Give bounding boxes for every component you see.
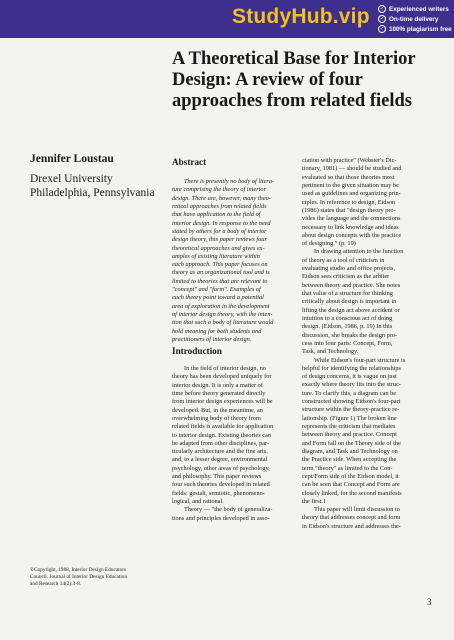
- feature-list: [378, 4, 452, 34]
- text-line: time before theory generated directly: [172, 389, 266, 397]
- text-line: four such theories developed in related: [172, 481, 270, 489]
- text-line: This paper will limit discussion to: [314, 506, 400, 514]
- watermark-banner: [0, 0, 454, 38]
- text-line: can be seen that Concept and Form are: [302, 481, 400, 489]
- text-line: In drawing attention to the function: [314, 248, 404, 256]
- feature-item: [378, 14, 452, 24]
- text-line: design. (Eidson, 1986, p. 19) In this: [302, 323, 393, 331]
- article-title: [172, 49, 422, 112]
- feature-label: On-time delivery: [389, 15, 439, 23]
- affiliation-line: Drexel University: [30, 173, 113, 185]
- title-line: approaches from related fields: [172, 91, 412, 111]
- abstract-text: [172, 178, 288, 344]
- text-line: cept/Form side of the Eidson model, it: [302, 472, 399, 480]
- text-line: ciples. In reference to design, Eidson: [302, 198, 396, 206]
- title-line: A Theoretical Base for Interior: [172, 49, 416, 69]
- text-line: design theory, this paper reviews four: [172, 236, 267, 244]
- feature-item: [378, 24, 452, 34]
- text-line: tionary, 1981) — should be studied and: [302, 165, 402, 173]
- introduction-text: [172, 365, 288, 523]
- text-line: term "theory" as limited to the Con-: [302, 464, 393, 472]
- text-line: the first.1: [302, 497, 327, 505]
- text-line: between theory and practice. She notes: [302, 281, 401, 289]
- text-line: fields: gestalt, semiotic, phenomeno-: [172, 489, 265, 497]
- text-line: critically about design is important in: [302, 298, 397, 306]
- text-line: tion that such a body of literature would: [172, 319, 274, 327]
- text-line: necessary to link knowledge and ideas: [302, 223, 399, 231]
- check-icon: ✓: [379, 6, 385, 12]
- text-line: evaluated so that those theories most: [302, 173, 395, 181]
- text-line: ture comprising the theory of interior: [172, 186, 267, 194]
- text-line: structure within the theory-practice re-: [302, 406, 400, 414]
- text-line: There is presently no body of litera-: [184, 178, 275, 185]
- text-line: from interior design experiences will be: [172, 398, 273, 406]
- text-line: evaluating studio and office projects,: [302, 265, 396, 273]
- text-line: "concept" and "form". Examples of: [172, 286, 261, 294]
- text-line: lationship. (Figure 1) The broken line: [302, 414, 397, 422]
- copyright-line: ©Copyright, 1988, Interior Design Educators: [30, 567, 127, 573]
- text-line: stated by others for a body of interior: [172, 227, 267, 235]
- text-line: the Practice side. When accepting the: [302, 456, 397, 464]
- copyright-line: Council. Journal of Interior Design Education: [30, 574, 128, 580]
- text-line: represents the criticism that mediates: [302, 423, 396, 430]
- text-line: and Form fall on the Theory side of the: [302, 439, 401, 447]
- text-line: discussion, she breaks the design pro-: [302, 331, 398, 339]
- text-line: between theory and practice. Concept: [302, 431, 397, 439]
- text-line: about design concepts with the practice: [302, 231, 402, 239]
- text-line: overwhelming body of theory from: [172, 414, 261, 422]
- text-line: used as guidelines and organizing prin-: [302, 190, 401, 198]
- text-line: helpful for identifying the relationships: [302, 364, 401, 372]
- text-line: retical approaches from related fields: [172, 202, 267, 210]
- text-line: that value of a structure for thinking: [302, 290, 393, 297]
- text-line: ciation with practice" (Webster's Dic-: [302, 157, 397, 164]
- text-line: of theory as a tool of criticism in: [302, 256, 385, 264]
- text-line: to interior design. Existing theories can: [172, 431, 271, 439]
- copyright-notice: [30, 567, 165, 588]
- text-line: ture. To clarify this, a diagram can be: [302, 389, 397, 397]
- text-line: While Eidson's four-part structure is: [314, 356, 406, 364]
- text-line: exactly where theory fits into the struc-: [302, 381, 401, 389]
- feature-label: 100% plagiarism free: [389, 25, 452, 33]
- text-line: closely linked, for the second manifests: [302, 489, 402, 497]
- text-line: each approach. This paper focuses on: [172, 261, 268, 269]
- text-line: psychology, other areas of psychology,: [172, 464, 270, 472]
- text-line: theory has been developed uniquely for: [172, 373, 272, 381]
- check-icon: ✓: [379, 16, 385, 22]
- author-name: Jennifer Loustau: [30, 153, 114, 165]
- text-line: of design concerns, it is vague on just: [302, 373, 397, 381]
- page-number: 3: [427, 597, 432, 607]
- introduction-heading: Introduction: [172, 346, 222, 356]
- text-line: pertinent to the given situation may be: [302, 181, 399, 189]
- abstract-heading: Abstract: [172, 157, 207, 167]
- affiliation-line: Philadelphia, Pennsylvania: [30, 187, 155, 199]
- text-line: and, to a lesser degree, environmental: [172, 456, 268, 464]
- text-line: design. There are, however, many theo-: [172, 194, 271, 202]
- text-line: tions and principles developed in asso-: [172, 514, 270, 522]
- copyright-line: and Research 14(2):3-8.: [30, 581, 82, 587]
- text-line: interior design. It is only a matter of: [172, 381, 263, 389]
- text-line: diagram, and Task and Technology on: [302, 447, 398, 455]
- text-line: that have application to the field of: [172, 211, 261, 219]
- brand-logo[interactable]: StudyHub.vip: [232, 5, 370, 28]
- text-line: Eidson sees criticism as the arbiter: [302, 273, 390, 281]
- text-line: theoretical approaches and gives ex-: [172, 244, 265, 252]
- text-line: theory that addresses concept and form: [302, 514, 401, 522]
- text-line: of designing." (p. 19): [302, 240, 356, 248]
- feature-item: [378, 4, 452, 14]
- text-line: ticularly architecture and the fine arts,: [172, 448, 268, 456]
- text-line: constructed showing Eidson's four-part: [302, 398, 401, 406]
- author-affiliation: [30, 172, 180, 200]
- check-icon: ✓: [379, 26, 385, 32]
- text-line: cess into four parts: Concept, Form,: [302, 339, 393, 347]
- text-line: in Eidson's structure and addresses the-: [302, 522, 401, 530]
- right-column-text: [302, 157, 418, 531]
- text-line: be adapted from other disciplines, par-: [172, 439, 270, 447]
- text-line: area of exploration in the development: [172, 302, 270, 310]
- text-line: In the field of interior design, no: [184, 365, 267, 372]
- text-line: logical, and rational.: [172, 498, 224, 505]
- text-line: (1986) states that "design theory pro-: [302, 206, 396, 214]
- text-line: and philosophy. This paper reviews: [172, 473, 262, 481]
- text-line: intuition to a conscious act of doing: [302, 314, 393, 322]
- text-line: hold meaning for both students and: [172, 327, 262, 335]
- text-line: vides the language and the connections: [302, 215, 401, 223]
- text-line: Theory — "the body of generaliza-: [184, 506, 273, 514]
- text-line: Task, and Technology.: [302, 348, 359, 356]
- title-line: Design: A review of four: [172, 70, 363, 90]
- feature-label: Experienced writers: [389, 5, 449, 13]
- text-line: interior design. In response to the need: [172, 219, 271, 227]
- text-line: related fields is available for application: [172, 423, 274, 431]
- text-line: lifting the design act above accident or: [302, 306, 400, 314]
- text-line: limited to theories that are relevant to: [172, 277, 268, 285]
- text-line: each theory point toward a potential: [172, 294, 264, 302]
- text-line: amples of existing literature within: [172, 252, 260, 260]
- text-line: of interior design theory, with the inten-: [172, 311, 273, 318]
- text-line: practitioners of interior design.: [172, 335, 252, 343]
- text-line: theory as an organizational tool and is: [172, 269, 270, 277]
- text-line: developed. But, in the meantime, an: [172, 406, 263, 414]
